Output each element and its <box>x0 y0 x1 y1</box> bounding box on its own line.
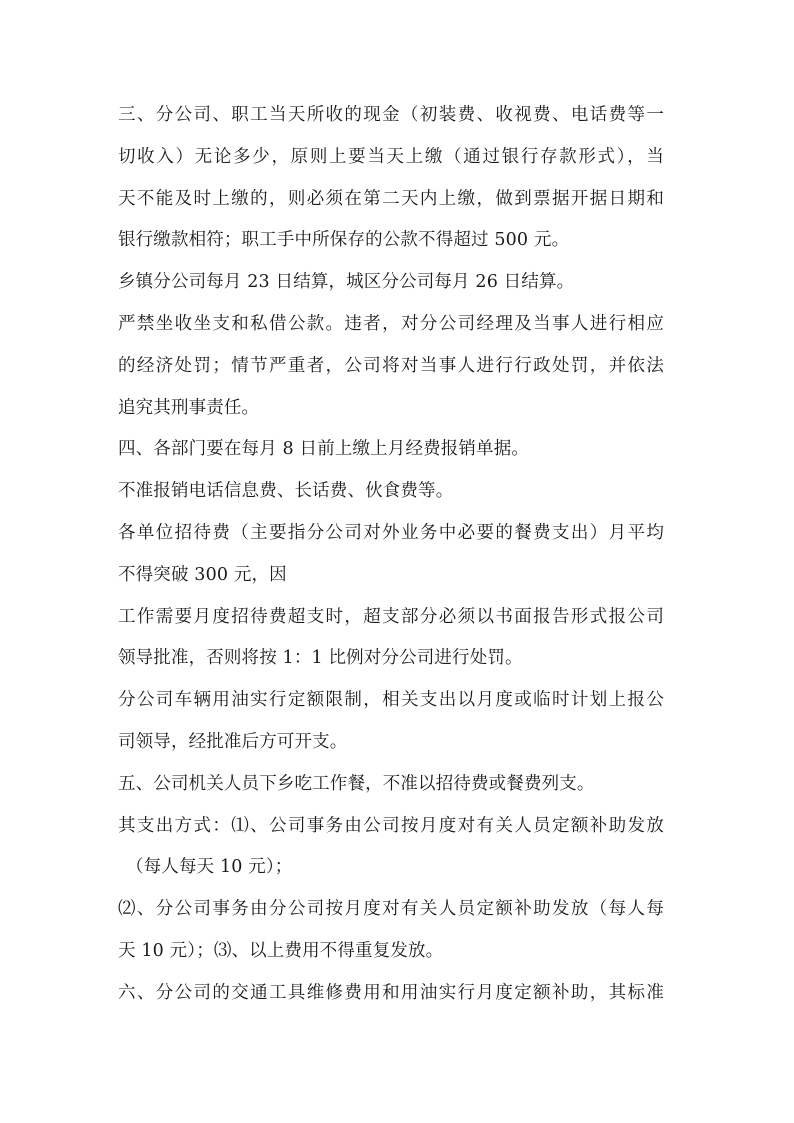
text-line: 各单位招待费（主要指分公司对外业务中必要的餐费支出）月平均 <box>118 522 664 543</box>
text-line: 六、分公司的交通工具维修费用和用油实行月度定额补助，其标准 <box>118 982 664 1003</box>
text-line: 不得突破 300 元，因 <box>118 564 287 585</box>
document-body <box>118 98 664 1018</box>
text-line: 追究其刑事责任。 <box>118 397 260 418</box>
text-line: 五、公司机关人员下乡吃工作餐，不准以招待费或餐费列支。 <box>118 773 595 794</box>
text-line: 严禁坐收坐支和私借公款。违者，对分公司经理及当事人进行相应 <box>118 313 664 334</box>
text-line: 分公司车辆用油实行定额限制，相关支出以月度或临时计划上报公 <box>118 690 664 711</box>
text-line: ⑵、分公司事务由分公司按月度对有关人员定额补助发放（每人每 <box>118 899 664 920</box>
text-line: 领导批准，否则将按 1：1 比例对分公司进行处罚。 <box>118 648 523 669</box>
text-line: 天 10 元）；⑶、以上费用不得重复发放。 <box>118 940 444 961</box>
text-line: 三、分公司、职工当天所收的现金（初装费、收视费、电话费等一 <box>118 105 664 125</box>
text-line: 的经济处罚；情节严重者，公司将对当事人进行行政处罚，并依法 <box>118 355 664 376</box>
text-line: 切收入）无论多少，原则上要当天上缴（通过银行存款形式），当 <box>118 146 664 167</box>
text-line: 其支出方式：⑴、公司事务由公司按月度对有关人员定额补助发放 <box>118 815 664 836</box>
text-line: 天不能及时上缴的，则必须在第二天内上缴，做到票据开据日期和 <box>118 188 664 209</box>
text-line: 司领导，经批准后方可开支。 <box>118 731 348 752</box>
text-line: 银行缴款相符；职工手中所保存的公款不得超过 500 元。 <box>118 230 570 251</box>
text-line: 工作需要月度招待费超支时，超支部分必须以书面报告形式报公司 <box>118 606 664 627</box>
text-line: 不准报销电话信息费、长话费、伙食费等。 <box>118 481 454 502</box>
text-line: （每人每天 10 元）； <box>126 857 293 878</box>
text-line: 乡镇分公司每月 23 日结算，城区分公司每月 26 日结算。 <box>118 272 575 293</box>
text-line: 四、各部门要在每月 8 日前上缴上月经费报销单据。 <box>118 439 530 460</box>
